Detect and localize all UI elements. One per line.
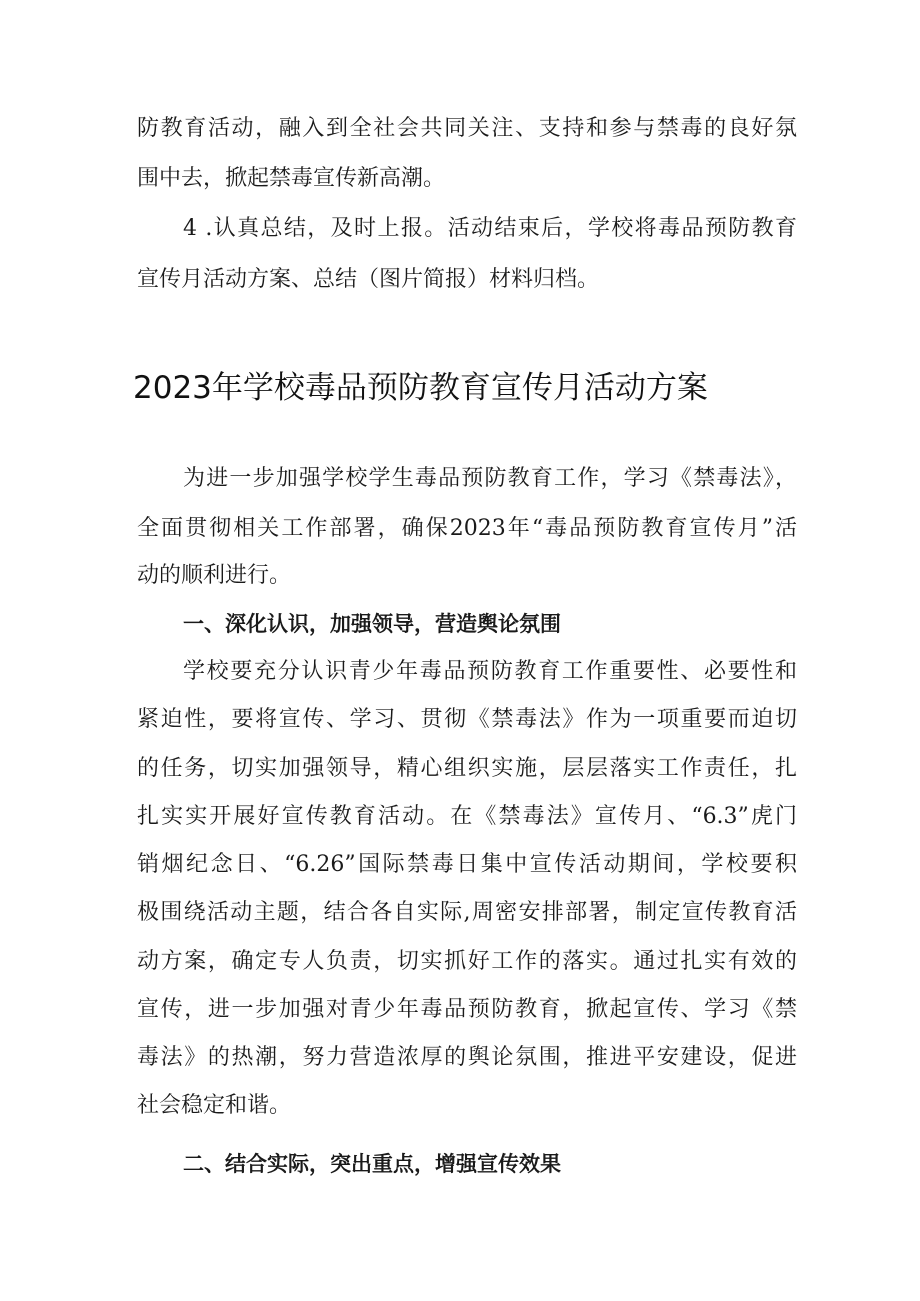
document-title: 2023年学校毒品预防教育宣传月活动方案 [133,370,708,406]
section1-heading: 一、深化认识，加强领导，营造舆论氛围 [183,612,561,636]
section1-line-10: 社会稳定和谐。 [137,1093,292,1118]
section1-line-2: 紧迫性，要将宣传、学习、贯彻《禁毒法》作为一项重要而迫切 [137,707,797,732]
section1-line-9: 毒法》的热潮，努力营造浓厚的舆论氛围，推进平安建设，促进 [137,1045,797,1070]
para1-line-1: 为进一步加强学校学生毒品预防教育工作，学习《禁毒法》， [183,466,797,491]
section1-line-4: 扎实实开展好宣传教育活动。在《禁毒法》宣传月、“6.3”虎门 [137,804,797,829]
para1-line-3: 动的顺利进行。 [137,563,292,588]
section1-line-5: 销烟纪念日、“6.26”国际禁毒日集中宣传活动期间，学校要积 [137,852,797,877]
section1-line-1: 学校要充分认识青少年毒品预防教育工作重要性、必要性和 [183,659,797,684]
intro-line-2: 围中去，掀起禁毒宣传新高潮。 [137,166,446,191]
section1-line-6: 极围绕活动主题，结合各自实际,周密安排部署，制定宣传教育活 [137,900,797,925]
section1-line-3: 的任务，切实加强领导，精心组织实施，层层落实工作责任，扎 [137,756,797,781]
intro-line-1: 防教育活动，融入到全社会共同关注、支持和参与禁毒的良好氛 [137,116,797,141]
item4-line-2: 宣传月活动方案、总结（图片简报）材料归档。 [137,267,600,292]
section2-heading: 二、结合实际，突出重点，增强宣传效果 [183,1152,561,1176]
section1-line-8: 宣传，进一步加强对青少年毒品预防教育，掀起宣传、学习《禁 [137,997,797,1022]
section1-line-7: 动方案，确定专人负责，切实抓好工作的落实。通过扎实有效的 [137,949,797,974]
item4-line-1: 4 .认真总结，及时上报。活动结束后，学校将毒品预防教育 [183,216,797,241]
para1-line-2: 全面贯彻相关工作部署，确保2023年“毒品预防教育宣传月”活 [137,516,797,541]
